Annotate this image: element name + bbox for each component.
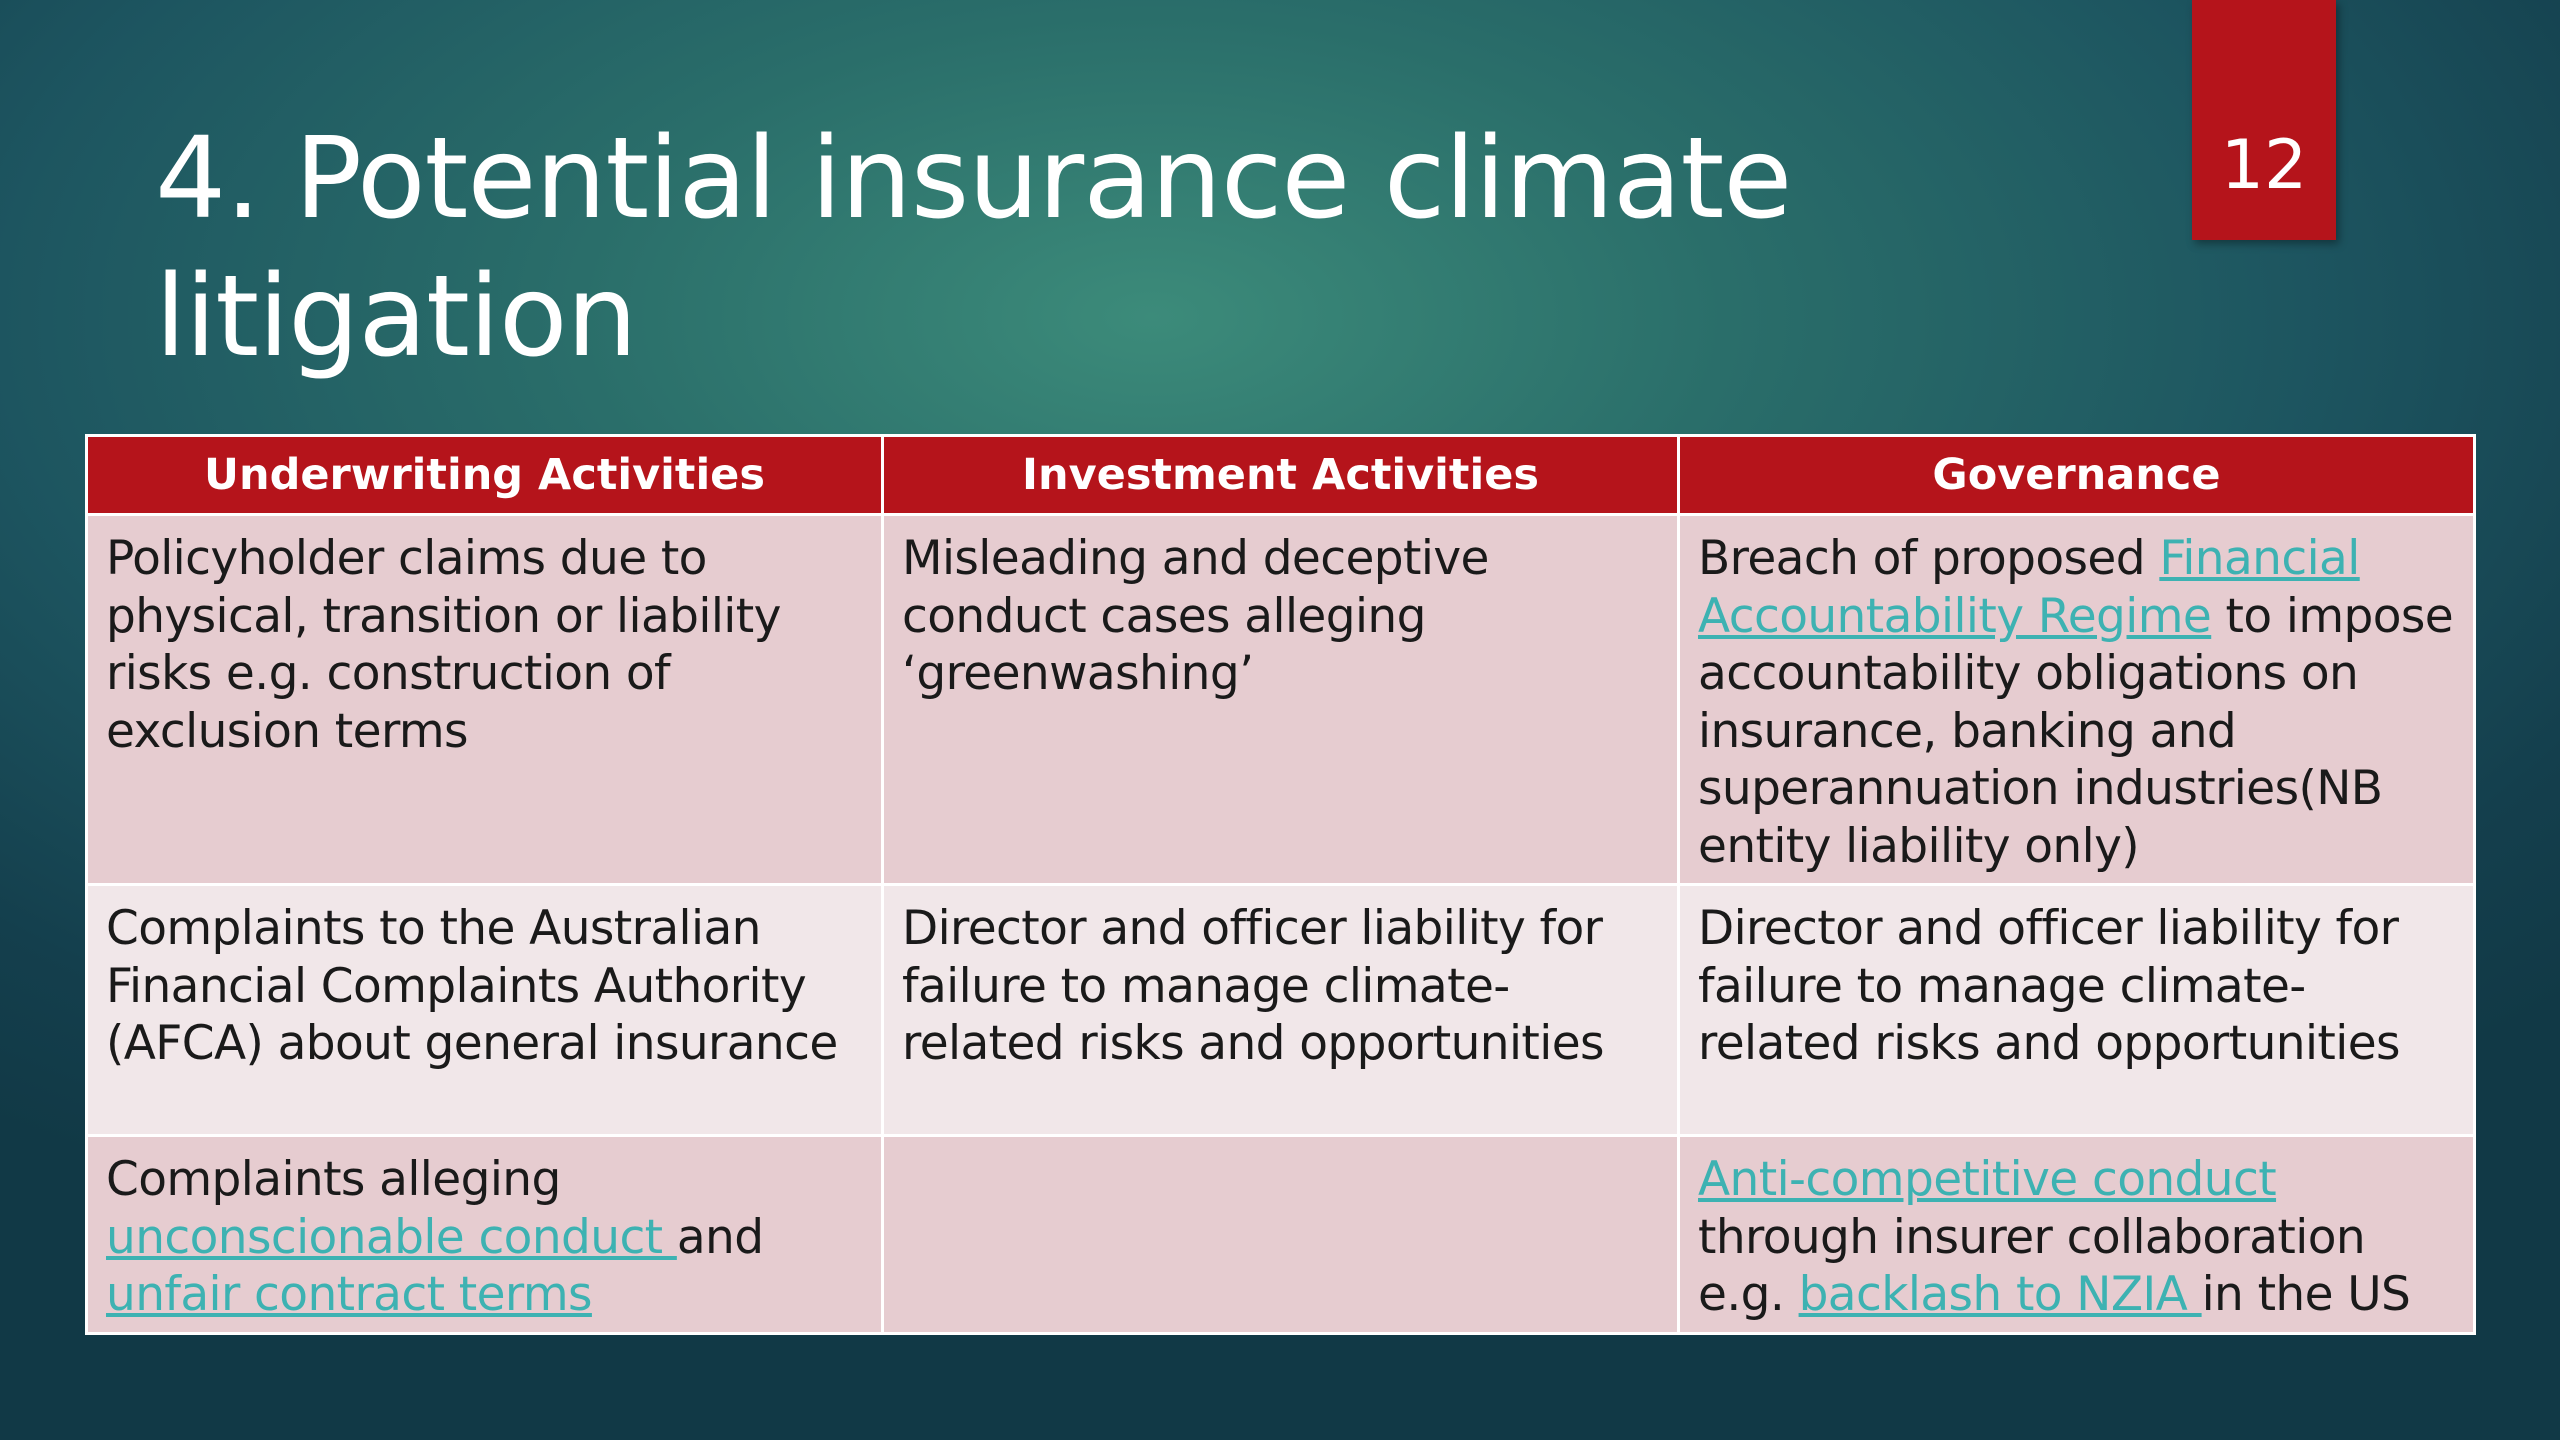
cell-governance	[1679, 1136, 2475, 1334]
table-header-row	[87, 436, 2475, 515]
cell-underwriting	[87, 885, 883, 1136]
header-underwriting-activities: Underwriting Activities	[87, 436, 883, 515]
unfair-contract-terms-link[interactable]: unfair contract terms	[106, 1267, 592, 1322]
financial-accountability-regime-link[interactable]: Financial Accountability Regime	[1698, 531, 2360, 644]
cell-text: to impose accountability obligations on insurance, banking and superannuation industries(NB entity liability only)	[1698, 588, 2454, 874]
table-row	[87, 885, 2475, 1136]
slide-title: 4. Potential insurance climate litigation	[155, 114, 1792, 382]
cell-text: Director and officer liability for failure to manage climate-related risks and opportunities	[902, 901, 1604, 1071]
cell-investment	[883, 515, 1679, 885]
cell-text: in the US	[2201, 1267, 2411, 1322]
cell-investment-empty	[883, 1136, 1679, 1334]
cell-text: Misleading and deceptive conduct cases alleging ‘greenwashing’	[902, 531, 1489, 701]
cell-investment	[883, 885, 1679, 1136]
cell-underwriting	[87, 515, 883, 885]
cell-governance	[1679, 885, 2475, 1136]
backlash-to-nzia-link[interactable]: backlash to NZIA	[1798, 1267, 2202, 1322]
cell-underwriting	[87, 1136, 883, 1334]
page-number: 12	[2220, 126, 2308, 205]
cell-text: Director and officer liability for failure to manage climate-related risks and opportunities	[1698, 901, 2400, 1071]
cell-text: Breach of proposed	[1698, 531, 2160, 586]
litigation-table	[85, 434, 2476, 1335]
table-row	[87, 515, 2475, 885]
header-governance: Governance	[1679, 436, 2475, 515]
cell-text: Complaints to the Australian Financial Complaints Authority (AFCA) about general insurance	[106, 901, 838, 1071]
cell-text: Policyholder claims due to physical, transition or liability risks e.g. construction of exclusion terms	[106, 531, 781, 759]
cell-text: Complaints alleging	[106, 1152, 561, 1207]
page-number-badge	[2192, 0, 2336, 240]
anti-competitive-conduct-link[interactable]: Anti-competitive conduct	[1698, 1152, 2277, 1207]
cell-text: through insurer collaboration e.g.	[1698, 1209, 2366, 1322]
cell-governance	[1679, 515, 2475, 885]
header-investment-activities: Investment Activities	[883, 436, 1679, 515]
unconscionable-conduct-link[interactable]: unconscionable conduct	[106, 1209, 677, 1265]
table-row	[87, 1136, 2475, 1334]
cell-text: and	[676, 1209, 764, 1265]
